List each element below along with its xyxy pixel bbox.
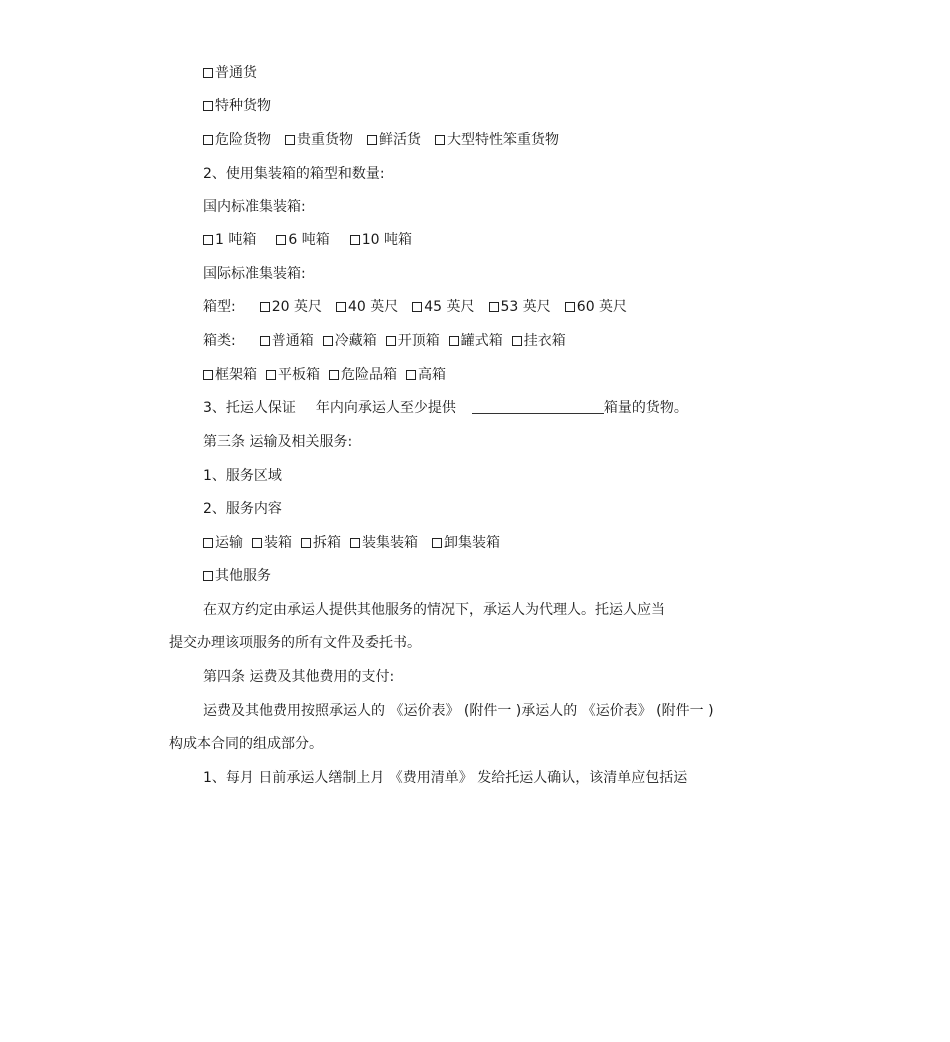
article-three-heading: 第三条 运输及相关服务: bbox=[203, 434, 353, 450]
option-label: 装集装箱 bbox=[362, 535, 418, 551]
option-label: 高箱 bbox=[418, 367, 446, 383]
option-label: 贵重货物 bbox=[297, 132, 353, 148]
option-label: 特种货物 bbox=[215, 98, 271, 114]
subheading-domestic: 国内标准集装箱: bbox=[203, 199, 306, 215]
option-label: 普通货 bbox=[215, 65, 257, 81]
paragraph-line: 运费及其他费用按照承运人的 《运价表》 (附件一 )承运人的 《运价表》 (附件一 ) bbox=[203, 703, 714, 719]
checkbox-10-ton[interactable] bbox=[350, 235, 360, 245]
clause-text: 3、托运人保证 bbox=[203, 400, 296, 416]
checkbox-transport[interactable] bbox=[203, 538, 213, 548]
option-label: 40 英尺 bbox=[347, 299, 399, 315]
option-label: 挂衣箱 bbox=[523, 333, 566, 349]
checkbox-dangerous[interactable] bbox=[203, 135, 213, 145]
container-kind-options-more bbox=[203, 366, 446, 384]
container-size-options bbox=[203, 298, 627, 316]
subheading-international: 国际标准集装箱: bbox=[203, 266, 306, 282]
article-four-heading: 第四条 运费及其他费用的支付: bbox=[203, 669, 395, 685]
option-label: 53 英尺 bbox=[500, 299, 551, 315]
guarantee-clause bbox=[203, 399, 688, 417]
service-content: 2、服务内容 bbox=[203, 501, 282, 517]
clause-text: 年内向承运人至少提供 bbox=[315, 400, 456, 416]
cargo-type-special bbox=[203, 97, 271, 115]
option-label: 其他服务 bbox=[215, 568, 271, 584]
checkbox-general-cargo[interactable] bbox=[203, 68, 213, 78]
checkbox-special-cargo[interactable] bbox=[203, 101, 213, 111]
row-label: 箱类: bbox=[203, 333, 236, 349]
service-area: 1、服务区域 bbox=[203, 468, 282, 484]
checkbox-hazmat-box[interactable] bbox=[329, 370, 339, 380]
clause-text: 箱量的货物。 bbox=[603, 400, 688, 416]
checkbox-loading[interactable] bbox=[350, 538, 360, 548]
row-label: 箱型: bbox=[203, 299, 236, 315]
checkbox-oversized[interactable] bbox=[435, 135, 445, 145]
cargo-type-general bbox=[203, 64, 257, 82]
checkbox-1-ton[interactable] bbox=[203, 235, 213, 245]
checkbox-40ft[interactable] bbox=[336, 302, 346, 312]
option-label: 普通箱 bbox=[271, 333, 314, 349]
checkbox-high-cube[interactable] bbox=[406, 370, 416, 380]
paragraph-line: 在双方约定由承运人提供其他服务的情况下，承运人为代理人。托运人应当 bbox=[203, 602, 665, 618]
option-label: 开顶箱 bbox=[397, 333, 440, 349]
option-label: 罐式箱 bbox=[460, 333, 503, 349]
checkbox-valuable[interactable] bbox=[285, 135, 295, 145]
checkbox-45ft[interactable] bbox=[412, 302, 422, 312]
checkbox-6-ton[interactable] bbox=[276, 235, 286, 245]
option-label: 拆箱 bbox=[313, 535, 341, 551]
checkbox-stuffing[interactable] bbox=[252, 538, 262, 548]
checkbox-other-services[interactable] bbox=[203, 571, 213, 581]
option-label: 运输 bbox=[215, 535, 243, 551]
volume-blank[interactable] bbox=[472, 400, 604, 414]
option-label: 鲜活货 bbox=[379, 132, 421, 148]
option-label: 6 吨箱 bbox=[288, 232, 330, 248]
checkbox-garment[interactable] bbox=[512, 336, 522, 346]
checkbox-open-top[interactable] bbox=[386, 336, 396, 346]
checkbox-platform[interactable] bbox=[266, 370, 276, 380]
paragraph-line: 1、每月 日前承运人缮制上月 《费用清单》 发给托运人确认，该清单应包括运 bbox=[203, 770, 688, 786]
paragraph-line: 提交办理该项服务的所有文件及委托书。 bbox=[169, 635, 421, 651]
special-cargo-options bbox=[203, 131, 559, 149]
paragraph-line: 构成本合同的组成部分。 bbox=[169, 736, 323, 752]
checkbox-general-box[interactable] bbox=[260, 336, 270, 346]
domestic-container-options bbox=[203, 231, 412, 249]
option-label: 危险货物 bbox=[215, 132, 271, 148]
checkbox-flat-rack[interactable] bbox=[203, 370, 213, 380]
checkbox-perishable[interactable] bbox=[367, 135, 377, 145]
option-label: 60 英尺 bbox=[576, 299, 628, 315]
option-label: 平板箱 bbox=[278, 367, 320, 383]
option-label: 框架箱 bbox=[215, 367, 257, 383]
checkbox-tank[interactable] bbox=[449, 336, 459, 346]
option-label: 大型特性笨重货物 bbox=[447, 132, 559, 148]
option-label: 45 英尺 bbox=[424, 299, 475, 315]
option-label: 装箱 bbox=[264, 535, 292, 551]
checkbox-60ft[interactable] bbox=[565, 302, 575, 312]
container-kind-options bbox=[203, 332, 566, 350]
other-services bbox=[203, 567, 271, 585]
option-label: 20 英尺 bbox=[271, 299, 322, 315]
section-heading: 2、使用集装箱的箱型和数量: bbox=[203, 166, 385, 182]
checkbox-20ft[interactable] bbox=[260, 302, 270, 312]
checkbox-unloading[interactable] bbox=[432, 538, 442, 548]
option-label: 1 吨箱 bbox=[215, 232, 257, 248]
option-label: 冷藏箱 bbox=[334, 333, 377, 349]
checkbox-53ft[interactable] bbox=[489, 302, 499, 312]
option-label: 卸集装箱 bbox=[444, 535, 500, 551]
option-label: 10 吨箱 bbox=[361, 232, 412, 248]
service-options bbox=[203, 534, 500, 552]
checkbox-reefer[interactable] bbox=[323, 336, 333, 346]
option-label: 危险品箱 bbox=[341, 367, 397, 383]
checkbox-stripping[interactable] bbox=[301, 538, 311, 548]
